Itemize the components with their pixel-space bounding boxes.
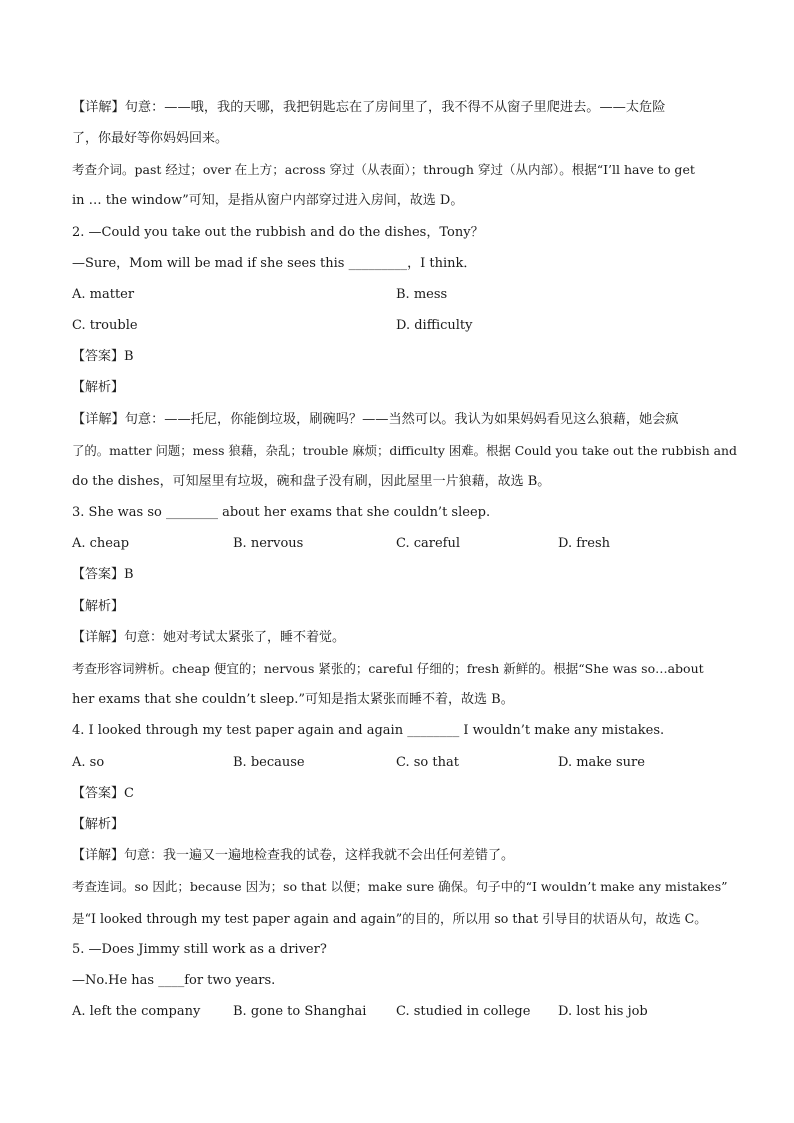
q5-stem-line-2: —No.He has ____for two years. <box>72 973 276 988</box>
q2-stem-line-2: —Sure，Mom will be mad if she sees this _________，I think． <box>72 256 477 271</box>
q2-option-c: C. trouble <box>72 318 138 333</box>
q4-option-d: D. make sure <box>558 755 645 770</box>
q5-option-b: B. gone to Shanghai <box>233 1004 367 1019</box>
q4-option-b: B. because <box>233 755 305 770</box>
q4-detail-line-2: 考查连词。so 因此；because 因为；so that 以便；make sure 确保。句子中的“I wouldn’t make any mistakes” <box>72 879 728 894</box>
q5-stem-line-1: 5. —Does Jimmy still work as a driver? <box>72 942 327 957</box>
q2-detail-line-3: do the dishes，可知屋里有垃圾，碗和盘子没有刷，因此屋里一片狼藉，故选 B。 <box>72 474 551 489</box>
q1-detail-line-2: 了，你最好等你妈妈回来。 <box>72 131 229 146</box>
q4-option-a: A. so <box>72 755 105 770</box>
q5-option-a: A. left the company <box>72 1004 201 1019</box>
q1-analysis-line-2: in … the window”可知，是指从窗户内部穿过进入房间，故选 D。 <box>72 193 464 208</box>
q2-detail-line-2: 了的。matter 问题；mess 狼藉，杂乱；trouble 麻烦；difficulty 困难。根据 Could you take out the rubbish and <box>72 443 737 458</box>
q3-stem: 3. She was so ________ about her exams that she couldn’t sleep. <box>72 505 491 520</box>
q3-option-b: B. nervous <box>233 536 304 551</box>
q2-answer: 【答案】B <box>72 349 134 364</box>
q1-detail-line-1: 【详解】句意：——哦，我的天哪，我把钥匙忘在了房间里了，我不得不从窗子里爬进去。——太危险 <box>72 100 666 115</box>
q2-detail-line-1: 【详解】句意：——托尼，你能倒垃圾，刷碗吗？——当然可以。我认为如果妈妈看见这么狼藉，她会疯 <box>72 412 679 427</box>
q3-detail-line-3: her exams that she couldn’t sleep.”可知是指太紧张而睡不着，故选 B。 <box>72 692 514 707</box>
q5-option-c: C. studied in college <box>396 1004 531 1019</box>
q3-detail-line-1: 【详解】句意：她对考试太紧张了，睡不着觉。 <box>72 630 346 645</box>
q1-analysis-line-1: 考查介词。past 经过；over 在上方；across 穿过（从表面）；through 穿过（从内部）。根据“I’ll have to get <box>72 162 695 177</box>
q2-stem-line-1: 2. —Could you take out the rubbish and do the dishes，Tony？ <box>72 225 484 240</box>
q2-analysis-label: 【解析】 <box>72 380 125 395</box>
q3-option-a: A. cheap <box>72 536 130 551</box>
q3-option-d: D. fresh <box>558 536 610 551</box>
q3-answer: 【答案】B <box>72 567 134 582</box>
q2-option-d: D. difficulty <box>396 318 473 333</box>
q4-detail-line-3: 是“I looked through my test paper again and again”的目的，所以用 so that 引导目的状语从句，故选 C。 <box>72 911 707 926</box>
q4-analysis-label: 【解析】 <box>72 817 125 832</box>
q2-option-a: A. matter <box>72 287 135 302</box>
q2-option-b: B. mess <box>396 287 448 302</box>
q4-stem: 4. I looked through my test paper again and again ________ I wouldn’t make any mistakes. <box>72 723 665 738</box>
q3-option-c: C. careful <box>396 536 461 551</box>
q4-detail-line-1: 【详解】句意：我一遍又一遍地检查我的试卷，这样我就不会出任何差错了。 <box>72 848 515 863</box>
q3-analysis-label: 【解析】 <box>72 599 125 614</box>
q5-option-d: D. lost his job <box>558 1004 648 1019</box>
q4-option-c: C. so that <box>396 755 459 770</box>
q4-answer: 【答案】C <box>72 786 134 801</box>
q3-detail-line-2: 考查形容词辨析。cheap 便宜的；nervous 紧张的；careful 仔细的；fresh 新鲜的。根据“She was so…about <box>72 661 704 676</box>
